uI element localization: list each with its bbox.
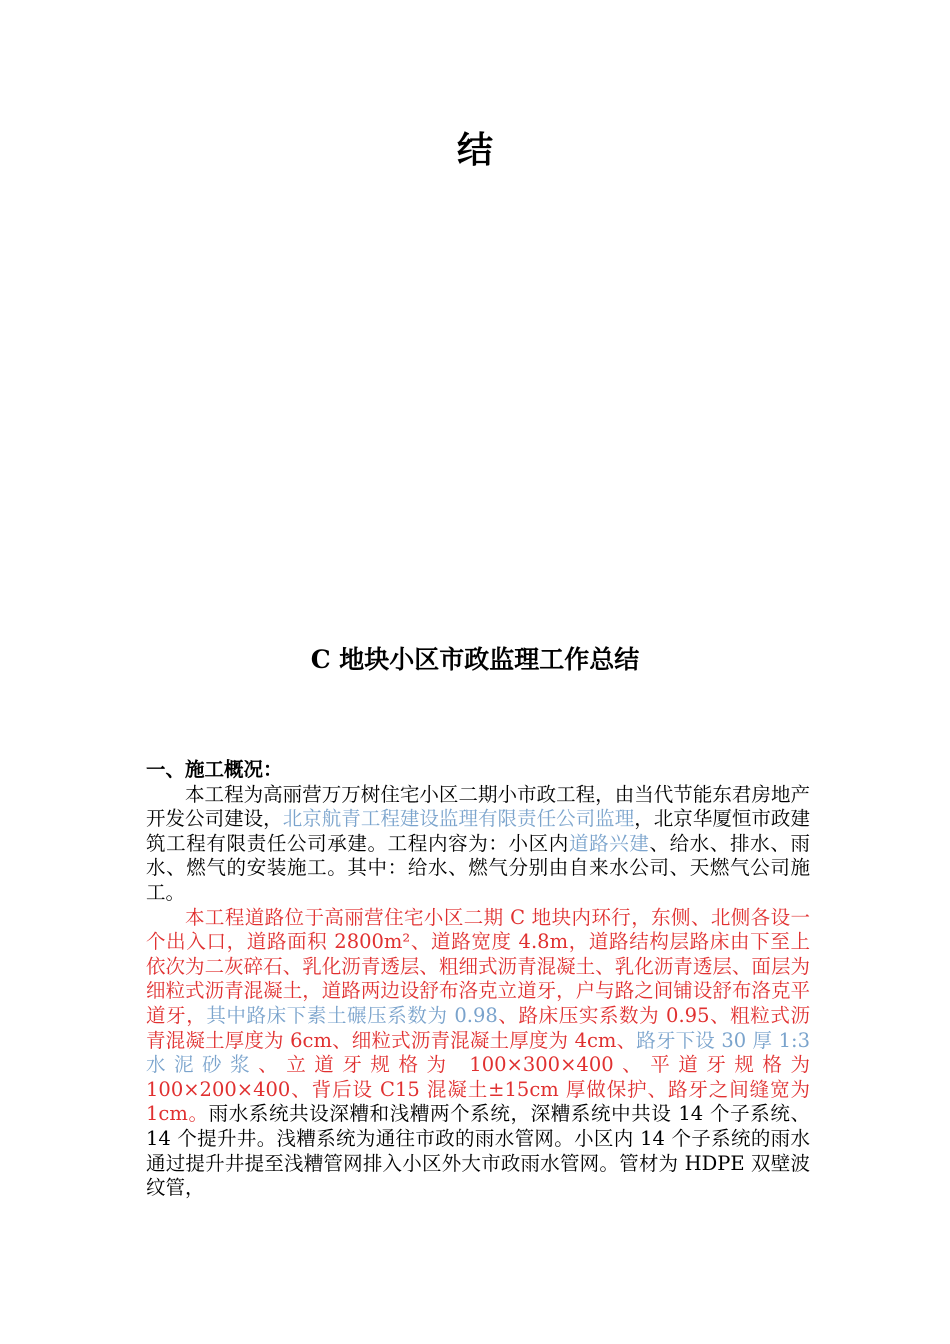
para2-run: 、立道牙规格为 100×300×400、平道牙规格为 100×200×400、背后设 C15 混凝土±15cm 厚做保护、路牙之间缝宽为 1cm。 xyxy=(146,1053,810,1126)
para1-run: 北京航青工程建设监理有限责任公司监理 xyxy=(282,807,635,831)
para2-run: 路牙下设 30 厚 1:3 水泥砂浆 xyxy=(146,1028,810,1077)
paragraph-road-details xyxy=(146,906,810,1201)
paragraph-overview xyxy=(146,783,810,906)
document-body xyxy=(146,758,810,1201)
para1-run: 、给水、排水、雨水、燃气的安装施工。其中：给水、燃气分别由自来水公司、天燃气公司施工。 xyxy=(146,831,810,904)
para2-run: 雨水系统共设深糟和浅糟两个系统，深糟系统中共设 14 个子系统、14 个提升井。浅糟系统为通往市政的雨水管网。小区内 14 个子系统的雨水通过提升井提至浅糟管网排入小区外大市政雨水管网。管材为 HDPE 双壁波纹管， xyxy=(146,1102,810,1200)
para1-run: ，北京华厦恒市政建筑工程有限责任公司承建。工程内容为：小区内 xyxy=(146,807,810,855)
document-title: C 地块小区市政监理工作总结 xyxy=(310,645,640,674)
section-heading: 一、施工概况： xyxy=(146,758,283,781)
para2-run: 本工程道路位于高丽营住宅小区二期 C 地块内环行，东侧、北侧各设一个出入口，道路面积 2800m²、道路宽度 4.8m，道路结构层路床由下至上依次为二灰碎石、乳化沥青透层、粗细式沥青混凝土、乳化沥青透层、面层为细粒式沥青混凝土，道路两边设舒布洛克立道牙，户与路之间铺设舒布洛克平道牙， xyxy=(146,905,810,1027)
para1-run: 道路兴建 xyxy=(568,831,650,855)
para2-run: 其中路床下素土碾压系数为 0.98 xyxy=(206,1003,498,1027)
page-header-char: 结 xyxy=(456,129,493,171)
para1-run: 本工程为高丽营万万树住宅小区二期小市政工程，由当代节能东君房地产开发公司建设， xyxy=(146,782,810,831)
para2-run: 、路床压实系数为 0.95、粗粒式沥青混凝土厚度为 6cm、细粒式沥青混凝土厚度为 4cm、 xyxy=(146,1003,810,1052)
